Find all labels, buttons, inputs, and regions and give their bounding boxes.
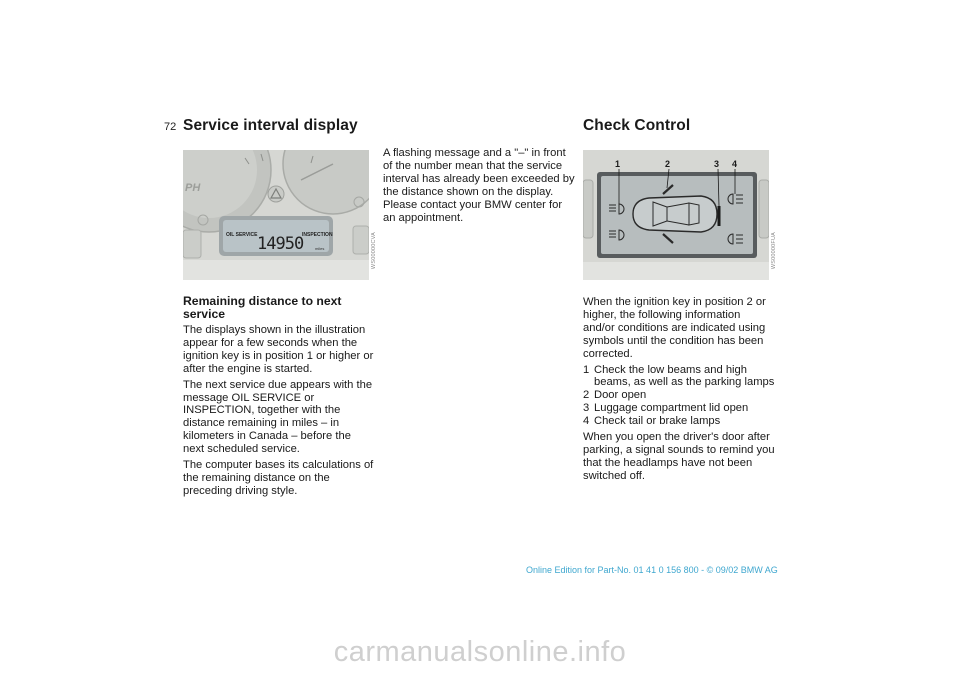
callout-4: 4 xyxy=(732,159,738,169)
lcd-digits: 14950 xyxy=(257,234,304,254)
service-interval-figure xyxy=(183,150,369,280)
check-control-title: Check Control xyxy=(583,117,691,134)
list-item: 3 Luggage compartment lid open xyxy=(583,402,749,415)
list-item: 1 Check the low beams and high beams, as well as the parking lamps xyxy=(583,363,775,389)
paragraph: The computer bases its calculations of the remaining distance on the preceding driving style. xyxy=(183,459,374,497)
page-number: 72 xyxy=(164,121,177,133)
callout-2: 2 xyxy=(665,159,671,169)
list-item: 2 Door open xyxy=(583,389,647,402)
callout-3: 3 xyxy=(714,159,720,169)
callout-1: 1 xyxy=(615,159,621,169)
paragraph: When the ignition key in position 2 or higher, the following information and/or conditions are indicated using symbols until the condition has been corrected. xyxy=(583,296,766,360)
speedometer-fragment: PH xyxy=(185,182,201,194)
check-control-list xyxy=(583,364,775,429)
figure-code-right: WS00000FUA xyxy=(771,232,777,270)
paragraph: The displays shown in the illustration appear for a few seconds when the ignition key is in position 1 or higher or after the engine is started. xyxy=(183,324,374,375)
check-control-figure xyxy=(583,150,769,280)
watermark: carmanualsonline.info xyxy=(333,636,627,668)
lcd-inspection-label: INSPECTION xyxy=(302,232,333,238)
figure-code-left: WS00000CVA xyxy=(371,232,377,270)
check-control-illustration xyxy=(583,150,769,280)
lcd-unit: miles xyxy=(315,246,325,251)
right-text-column xyxy=(583,296,775,486)
middle-text-column xyxy=(383,147,576,227)
service-interval-title: Service interval display xyxy=(183,117,358,134)
paragraph: A flashing message and a "–" in front of the number mean that the service interval has already been exceeded by the distance shown on the display. Please contact your BMW center for an appointment. xyxy=(383,147,575,224)
left-text-column xyxy=(183,295,375,501)
instrument-cluster-illustration xyxy=(183,150,369,280)
lcd-oil-service-label: OIL SERVICE xyxy=(226,232,258,238)
list-item: 4 Check tail or brake lamps xyxy=(583,415,721,428)
paragraph: The next service due appears with the message OIL SERVICE or INSPECTION, together with the distance remaining in miles – in kilometers in Canada – before the next scheduled service. xyxy=(183,378,373,456)
footer-edition-note: Online Edition for Part-No. 01 41 0 156 800 - © 09/02 BMW AG xyxy=(526,565,778,575)
paragraph: When you open the driver's door after parking, a signal sounds to remind you that the headlamps have not been switched off. xyxy=(583,431,775,482)
remaining-distance-heading: Remaining distance to next service xyxy=(183,294,342,321)
